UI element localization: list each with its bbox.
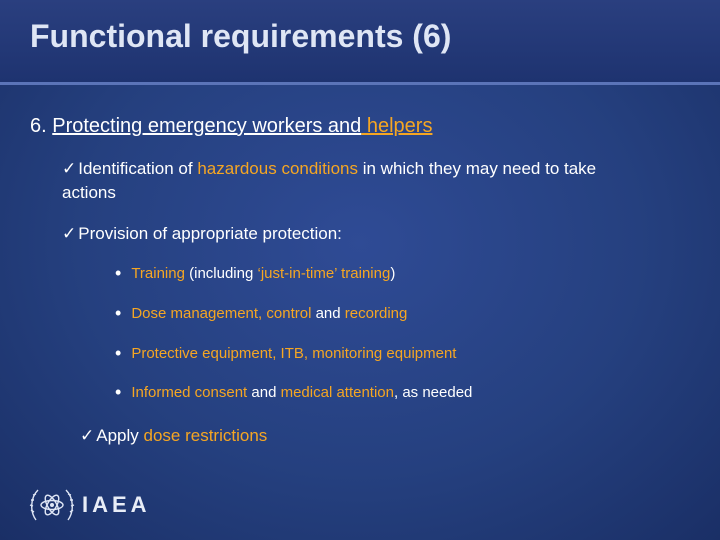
section-number: 6.: [30, 115, 47, 137]
section-text: Protecting emergency workers and: [52, 115, 362, 137]
bullet-text-highlight: Training: [131, 265, 185, 282]
bullet-icon: •: [115, 303, 122, 323]
section-heading: [30, 115, 432, 138]
bullet-item-training: [115, 262, 395, 283]
check-text: actions: [62, 183, 116, 202]
bullet-icon: •: [115, 343, 122, 363]
bullet-text: , as needed: [394, 384, 473, 401]
checkmark-icon: ✓: [62, 159, 77, 179]
bullet-text-highlight: Informed consent: [131, 384, 248, 401]
bullet-text: and: [311, 305, 345, 322]
check-text: Provision of appropriate protection:: [78, 224, 342, 243]
bullet-text-highlight: medical attention: [280, 384, 394, 401]
bullet-item-dose: [115, 302, 407, 323]
check-text: in which they may need to take: [358, 159, 597, 178]
check-text-highlight: dose restrictions: [143, 426, 268, 445]
check-item-protection: [62, 222, 342, 246]
checkmark-icon: ✓: [80, 426, 95, 446]
bullet-text: (including: [184, 265, 258, 282]
iaea-logo: [28, 482, 151, 528]
bullet-item-equipment: [115, 342, 456, 363]
bullet-text-highlight: recording: [344, 305, 408, 322]
section-text-highlight: helpers: [361, 115, 433, 137]
check-text: Apply: [96, 426, 144, 445]
logo-text: IAEA: [82, 492, 151, 517]
bullet-text-highlight: ‘just-in-time’ training: [257, 265, 391, 282]
slide-title: Functional requirements (6): [30, 18, 452, 54]
bullet-item-consent: [115, 381, 472, 402]
bullet-text-highlight: Dose management, control: [131, 305, 312, 322]
bullet-text: and: [247, 384, 281, 401]
check-text: Identification of: [78, 159, 198, 178]
check-item-dose-restrictions: [80, 424, 267, 448]
bullet-text: ): [390, 265, 396, 282]
title-bar: [0, 0, 720, 85]
bullet-icon: •: [115, 382, 122, 402]
bullet-icon: •: [115, 263, 122, 283]
check-item-hazard: [62, 157, 702, 204]
check-text-highlight: hazardous conditions: [197, 159, 358, 178]
iaea-emblem-icon: [28, 482, 76, 528]
checkmark-icon: ✓: [62, 224, 77, 244]
bullet-text-highlight: Protective equipment, ITB, monitoring equipment: [131, 345, 457, 362]
